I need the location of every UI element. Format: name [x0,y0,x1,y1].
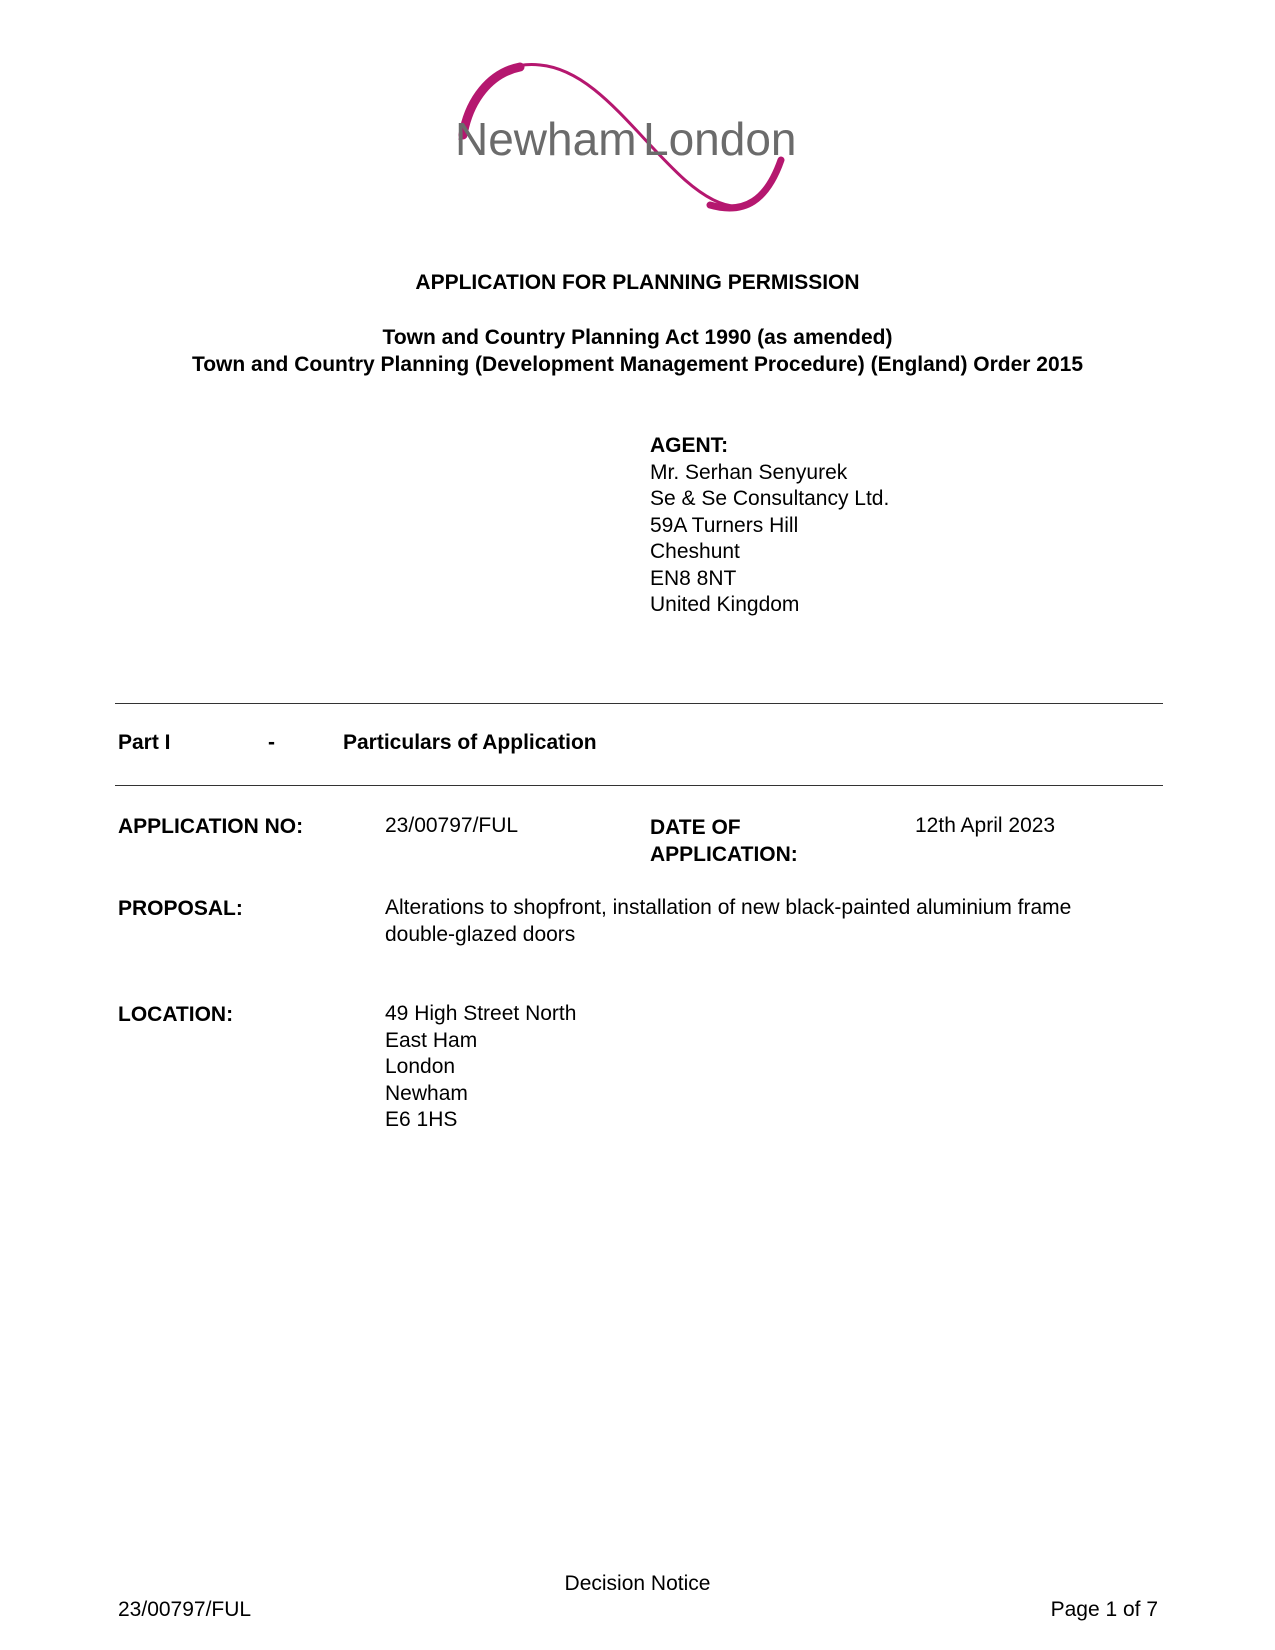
location-label: LOCATION: [118,1003,234,1026]
logo-text-newham: Newham [455,113,637,165]
divider-top [115,703,1163,704]
date-of-application-label [650,815,798,868]
location-line: Newham [385,1081,468,1105]
logo-swoosh-thick-end [710,160,781,208]
act-line-2: Town and Country Planning (Development Management Procedure) (England) Order 2015 [191,353,1084,376]
date-label-line: APPLICATION: [650,842,798,866]
part-number: Part I [118,731,171,754]
document-title: APPLICATION FOR PLANNING PERMISSION [415,271,860,294]
proposal-label: PROPOSAL: [118,897,243,920]
location-line: 49 High Street North [385,1002,577,1025]
application-no-label: APPLICATION NO: [118,815,304,838]
agent-line: Mr. Serhan Senyurek [650,460,848,484]
agent-line: EN8 8NT [650,566,737,590]
divider-bottom [115,785,1163,786]
agent-block [650,433,889,619]
proposal-line: Alterations to shopfront, installation of new black-painted aluminium frame [385,896,1072,919]
application-no-value: 23/00797/FUL [385,814,519,837]
footer-decision-notice: Decision Notice [564,1572,711,1595]
location-value [385,1001,576,1134]
logo-text-london: London [643,113,797,165]
footer-application-ref: 23/00797/FUL [118,1598,252,1621]
location-line: East Ham [385,1028,478,1052]
footer-page-number: Page 1 of 7 [1050,1598,1158,1621]
act-line-1: Town and Country Planning Act 1990 (as amended) [382,326,893,349]
date-of-application-value: 12th April 2023 [915,814,1056,837]
agent-line: 59A Turners Hill [650,513,799,537]
location-line: London [385,1055,456,1078]
location-line: E6 1HS [385,1108,458,1131]
agent-line: Cheshunt [650,540,740,563]
part-dash: - [268,731,275,754]
proposal-value [385,895,1071,948]
agent-label: AGENT: [650,434,729,457]
newham-london-logo [455,55,815,225]
date-label-line: DATE OF [650,816,741,839]
agent-line: Se & Se Consultancy Ltd. [650,487,890,510]
agent-line: United Kingdom [650,593,800,616]
part-title: Particulars of Application [343,731,597,754]
proposal-line: double-glazed doors [385,922,576,946]
